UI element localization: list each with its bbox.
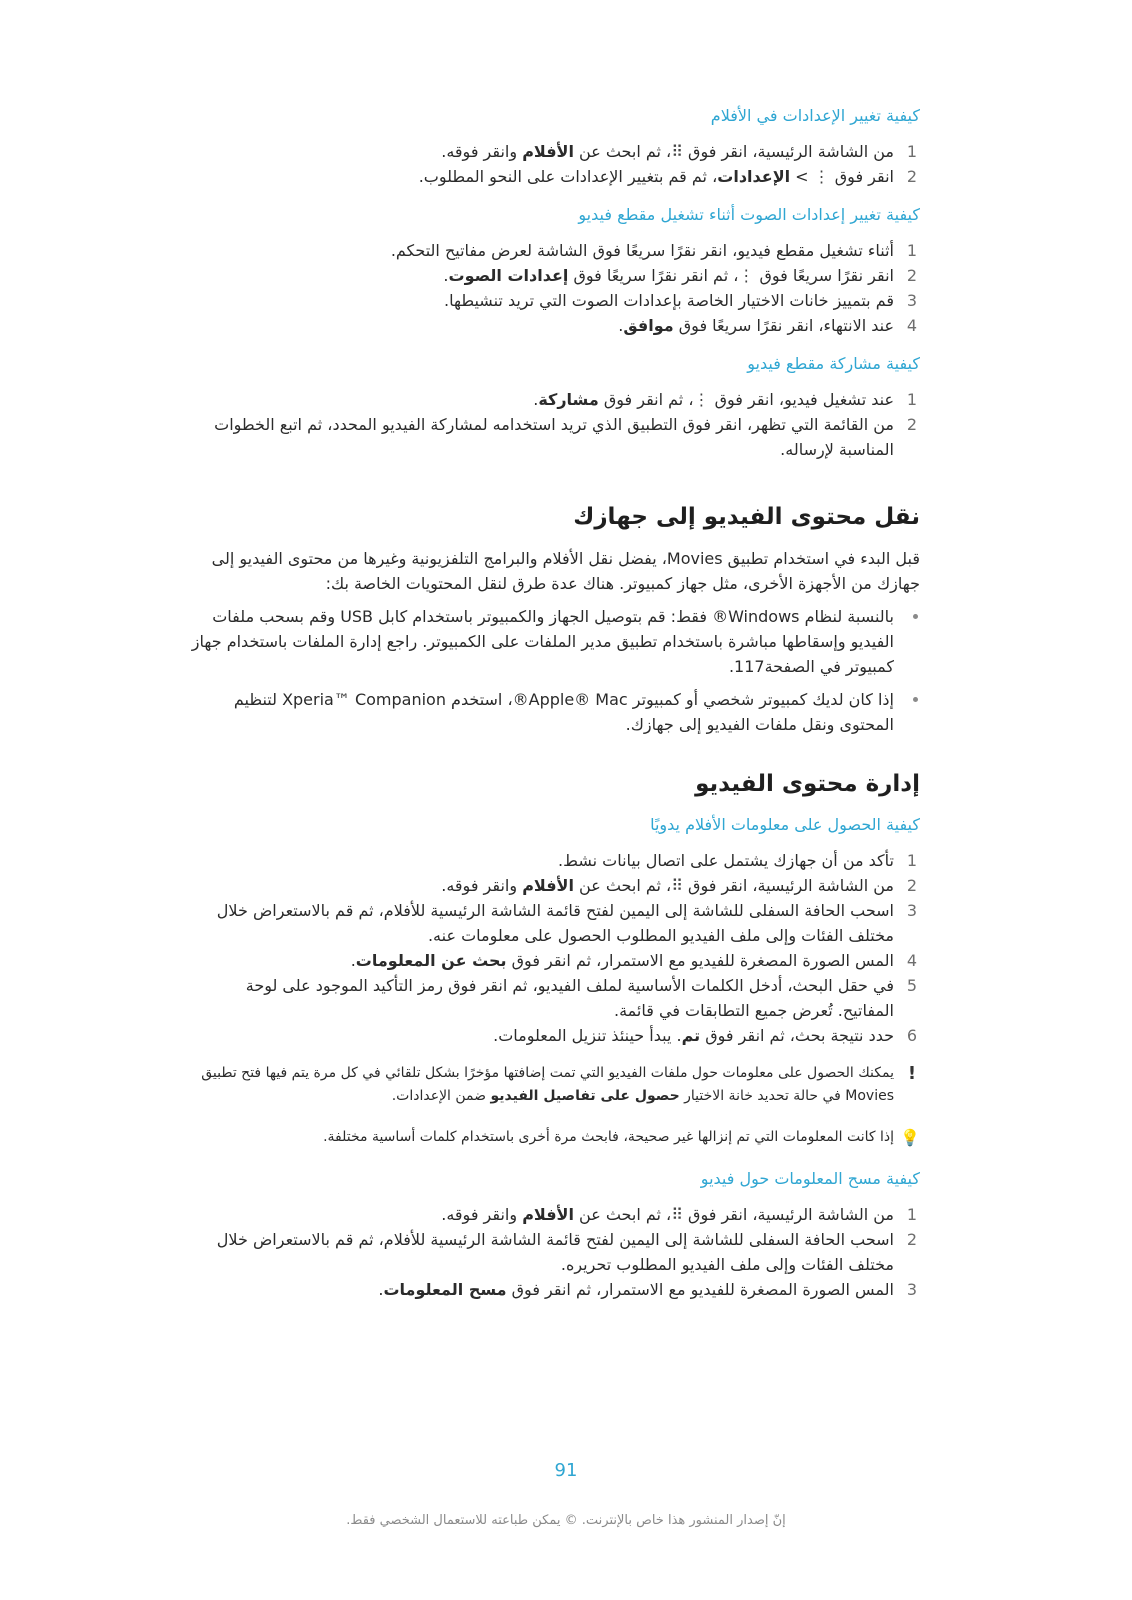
transfer-intro: قبل البدء في استخدام تطبيق Movies، يفضل نقل الأفلام والبرامج التلفزيونية وغيرها من محتوى الفيديو إلى جهازك من الأجهزة الأخرى، مثل جهاز كمبيوتر. هناك عدة طرق لنقل المحتويات الخاصة بك: bbox=[211, 549, 920, 593]
overflow-menu-icon: ⋮ bbox=[738, 266, 755, 285]
bullet-dot bbox=[913, 614, 918, 619]
transfer-methods bbox=[185, 604, 920, 737]
step-number: 3 bbox=[906, 901, 918, 920]
subheading-sound-settings: كيفية تغيير إعدادات الصوت أثناء تشغيل مقطع فيديو bbox=[578, 205, 920, 224]
step: 2 اسحب الحافة السفلى للشاشة إلى اليمين لفتح قائمة الشاشة الرئيسية للأفلام، ثم قم بالاستعراض خلال مختلف الفئات وإلى ملف الفيديو المطلوب تحريره. bbox=[185, 1227, 920, 1277]
heading-manage-video: إدارة محتوى الفيديو bbox=[695, 771, 920, 797]
steps-get-movie-info bbox=[185, 848, 920, 1048]
step-number: 5 bbox=[906, 976, 918, 995]
step-number: 4 bbox=[906, 316, 918, 335]
overflow-menu-icon: ⋮ bbox=[813, 167, 830, 186]
step: 1 تأكد من أن جهازك يشتمل على اتصال بيانات نشط. bbox=[185, 848, 920, 873]
heading-transfer-video: نقل محتوى الفيديو إلى جهازك bbox=[573, 504, 920, 530]
step: 4 عند الانتهاء، انقر نقرًا سريعًا فوق موافق. bbox=[185, 313, 920, 338]
subheading-get-movie-info: كيفية الحصول على معلومات الأفلام يدويًا bbox=[650, 815, 920, 834]
note-auto-info: ! يمكنك الحصول على معلومات حول ملفات الفيديو التي تمت إضافتها مؤخرًا بشكل تلقائي في كل مرة يتم فيها فتح تطبيق Movies في حالة تحديد خانة الاختيار حصول على تفاصيل الفيديو ضمن الإعدادات. bbox=[185, 1062, 920, 1108]
subheading-share-video: كيفية مشاركة مقطع فيديو bbox=[747, 354, 920, 373]
footer-note: إنّ إصدار المنشور هذا خاص بالإنترنت. © يمكن طباعته للاستعمال الشخصي فقط. bbox=[346, 1513, 786, 1528]
step-number: 3 bbox=[906, 291, 918, 310]
step: 1 أثناء تشغيل مقطع فيديو، انقر نقرًا سريعًا فوق الشاشة لعرض مفاتيح التحكم. bbox=[185, 238, 920, 263]
apps-grid-icon: ⠿ bbox=[671, 876, 683, 895]
step-number: 1 bbox=[906, 241, 918, 260]
step: 3 المس الصورة المصغرة للفيديو مع الاستمرار، ثم انقر فوق مسح المعلومات. bbox=[185, 1277, 920, 1302]
lightbulb-icon: 💡 bbox=[900, 1128, 920, 1147]
step-number: 2 bbox=[906, 876, 918, 895]
step-number: 1 bbox=[906, 142, 918, 161]
step-number: 2 bbox=[906, 167, 918, 186]
step: 1 من الشاشة الرئيسية، انقر فوق ⠿، ثم ابحث عن الأفلام وانقر فوقه. bbox=[185, 1202, 920, 1227]
step-number: 2 bbox=[906, 266, 918, 285]
step-number: 1 bbox=[906, 390, 918, 409]
step-number: 2 bbox=[906, 415, 918, 434]
overflow-menu-icon: ⋮ bbox=[693, 390, 710, 409]
step: 1 من الشاشة الرئيسية، انقر فوق ⠿، ثم ابحث عن الأفلام وانقر فوقه. bbox=[185, 139, 920, 164]
step-number: 2 bbox=[906, 1230, 918, 1249]
step: 5 في حقل البحث، أدخل الكلمات الأساسية لملف الفيديو، ثم انقر فوق رمز التأكيد الموجود على لوحة المفاتيح. تُعرض جميع التطابقات في قائمة. bbox=[185, 973, 920, 1023]
steps-change-settings bbox=[185, 139, 920, 189]
apps-grid-icon: ⠿ bbox=[671, 1205, 683, 1224]
page-number: 91 bbox=[554, 1460, 578, 1481]
step: 4 المس الصورة المصغرة للفيديو مع الاستمرار، ثم انقر فوق بحث عن المعلومات. bbox=[185, 948, 920, 973]
step: 2 من الشاشة الرئيسية، انقر فوق ⠿، ثم ابحث عن الأفلام وانقر فوقه. bbox=[185, 873, 920, 898]
step: 1 عند تشغيل فيديو، انقر فوق ⋮، ثم انقر فوق مشاركة. bbox=[185, 387, 920, 412]
step: 6 حدد نتيجة بحث، ثم انقر فوق تم. يبدأ حينئذ تنزيل المعلومات. bbox=[185, 1023, 920, 1048]
steps-sound-settings bbox=[185, 238, 920, 338]
exclamation-icon: ! bbox=[907, 1063, 917, 1084]
step-number: 6 bbox=[906, 1026, 918, 1045]
step: 3 اسحب الحافة السفلى للشاشة إلى اليمين لفتح قائمة الشاشة الرئيسية للأفلام، ثم قم بالاستعراض خلال مختلف الفئات وإلى ملف الفيديو المطلوب الحصول على معلومات عنه. bbox=[185, 898, 920, 948]
step: 3 قم بتمييز خانات الاختيار الخاصة بإعدادات الصوت التي تريد تنشيطها. bbox=[185, 288, 920, 313]
step-number: 1 bbox=[906, 1205, 918, 1224]
step-number: 3 bbox=[906, 1280, 918, 1299]
steps-clear-info bbox=[185, 1202, 920, 1302]
bullet-dot bbox=[913, 697, 918, 702]
step-number: 4 bbox=[906, 951, 918, 970]
page-content bbox=[185, 104, 920, 1316]
subheading-clear-info: كيفية مسح المعلومات حول فيديو bbox=[700, 1169, 920, 1188]
step-number: 1 bbox=[906, 851, 918, 870]
step: 2 انقر نقرًا سريعًا فوق ⋮، ثم انقر نقرًا سريعًا فوق إعدادات الصوت. bbox=[185, 263, 920, 288]
steps-share-video bbox=[185, 387, 920, 462]
bullet-item: بالنسبة لنظام Windows® فقط: قم بتوصيل الجهاز والكمبيوتر باستخدام كابل USB وقم بسحب ملفات الفيديو وإسقاطها مباشرة باستخدام تطبيق مدير الملفات على الكمبيوتر. راجع إدارة الملفات باستخدام جهاز كمبيوتر في الصفحة117. bbox=[185, 604, 920, 679]
step: 2 انقر فوق ⋮ > الإعدادات، ثم قم بتغيير الإعدادات على النحو المطلوب. bbox=[185, 164, 920, 189]
subheading-change-settings: كيفية تغيير الإعدادات في الأفلام bbox=[710, 106, 920, 125]
step: 2 من القائمة التي تظهر، انقر فوق التطبيق الذي تريد استخدامه لمشاركة الفيديو المحدد، ثم اتبع الخطوات المناسبة لإرساله. bbox=[185, 412, 920, 462]
bullet-item: إذا كان لديك كمبيوتر شخصي أو كمبيوتر Apple® Mac®، استخدم Xperia™ Companion لتنظيم المحتوى ونقل ملفات الفيديو إلى جهازك. bbox=[185, 687, 920, 737]
apps-grid-icon: ⠿ bbox=[671, 142, 683, 161]
tip-search-again: 💡 إذا كانت المعلومات التي تم إنزالها غير صحيحة، فابحث مرة أخرى باستخدام كلمات أساسية مختلفة. bbox=[323, 1128, 920, 1147]
